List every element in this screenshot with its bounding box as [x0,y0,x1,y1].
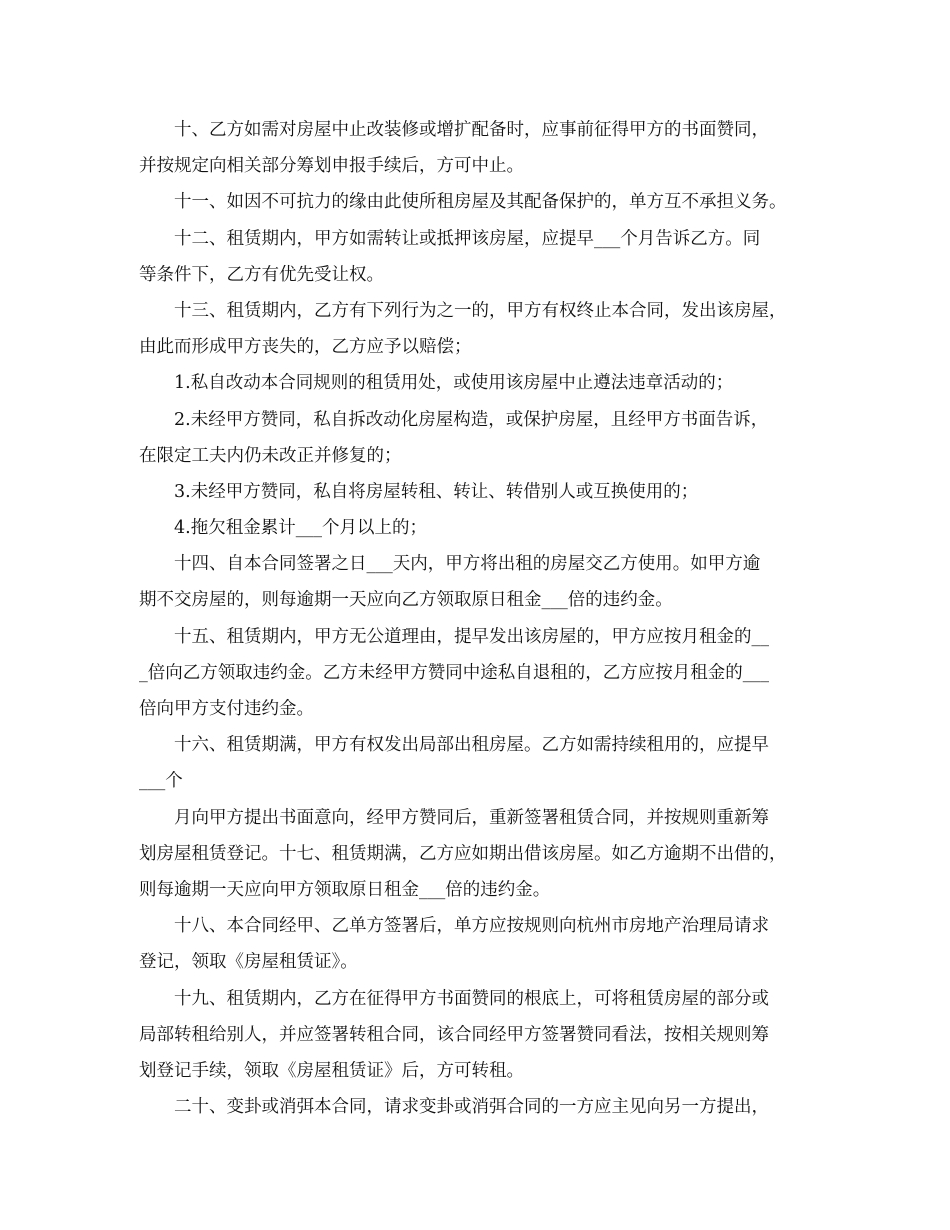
text-line: 在限定工夫内仍未改正并修复的； [139,445,402,466]
text-line: 由此而形成甲方丧失的，乙方应予以赔偿； [139,337,472,358]
text-line: 并按规定向相关部分筹划申报手续后，方可中止。 [139,156,524,177]
text-line: 倍向甲方支付违约金。 [139,699,314,719]
text-line: 3.未经甲方赞同，私自将房屋转租、转让、转借别人或互换使用的； [174,481,699,502]
text-line: 期不交房屋的，则每逾期一天应向乙方领取原日租金___倍的违约金。 [139,590,673,611]
text-line: 十八、本合同经甲、乙单方签署后，单方应按规则向杭州市房地产治理局请求 [174,916,769,937]
text-line: 划房屋租赁登记。十七、租赁期满，乙方应如期出借该房屋。如乙方逾期不出借的， [139,843,787,864]
text-line: 十九、租赁期内，乙方在征得甲方书面赞同的根底上，可将租赁房屋的部分或 [174,988,769,1009]
text-line: 4.拖欠租金累计___个月以上的； [174,518,427,539]
text-line: 十四、自本合同签署之日___天内，甲方将出租的房屋交乙方使用。如甲方逾 [174,554,761,575]
text-line: 月向甲方提出书面意向，经甲方赞同后，重新签署租赁合同，并按规则重新筹 [174,807,769,828]
text-line: 十三、租赁期内，乙方有下列行为之一的，甲方有权终止本合同，发出该房屋， [174,300,787,321]
text-line: 十二、租赁期内，甲方如需转让或抵押该房屋，应提早___个月告诉乙方。同 [174,228,761,249]
text-line: ___个 [139,771,183,792]
text-line: 十五、租赁期内，甲方无公道理由，提早发出该房屋的，甲方应按月租金的__ [174,626,769,647]
text-line: 则每逾期一天应向甲方领取原日租金___倍的违约金。 [139,879,551,900]
text-line: 十六、租赁期满，甲方有权发出局部出租房屋。乙方如需持续租用的，应提早 [174,735,769,756]
text-line: 1.私自改动本合同规则的租赁用处，或使用该房屋中止遵法违章活动的； [174,373,734,394]
document-body [139,112,829,1125]
text-line: 划登记手续，领取《房屋租赁证》后，方可转租。 [139,1060,524,1081]
text-line: 等条件下，乙方有优先受让权。 [139,264,384,285]
text-line: 十、乙方如需对房屋中止改装修或增扩配备时，应事前征得甲方的书面赞同， [174,120,769,140]
text-line: 2.未经甲方赞同，私自拆改动化房屋构造，或保护房屋，且经甲方书面告诉， [174,409,769,430]
text-line: 局部转租给别人，并应签署转租合同，该合同经甲方签署赞同看法，按相关规则筹 [139,1024,769,1045]
text-line: 二十、变卦或消弭本合同，请求变卦或消弭合同的一方应主见向另一方提出， [174,1097,769,1118]
text-line: 十一、如因不可抗力的缘由此使所租房屋及其配备保护的，单方互不承担义务。 [174,192,787,213]
text-line: _倍向乙方领取违约金。乙方未经甲方赞同中途私自退租的，乙方应按月租金的___ [139,662,769,683]
text-line: 登记，领取《房屋租赁证》。 [139,952,358,973]
